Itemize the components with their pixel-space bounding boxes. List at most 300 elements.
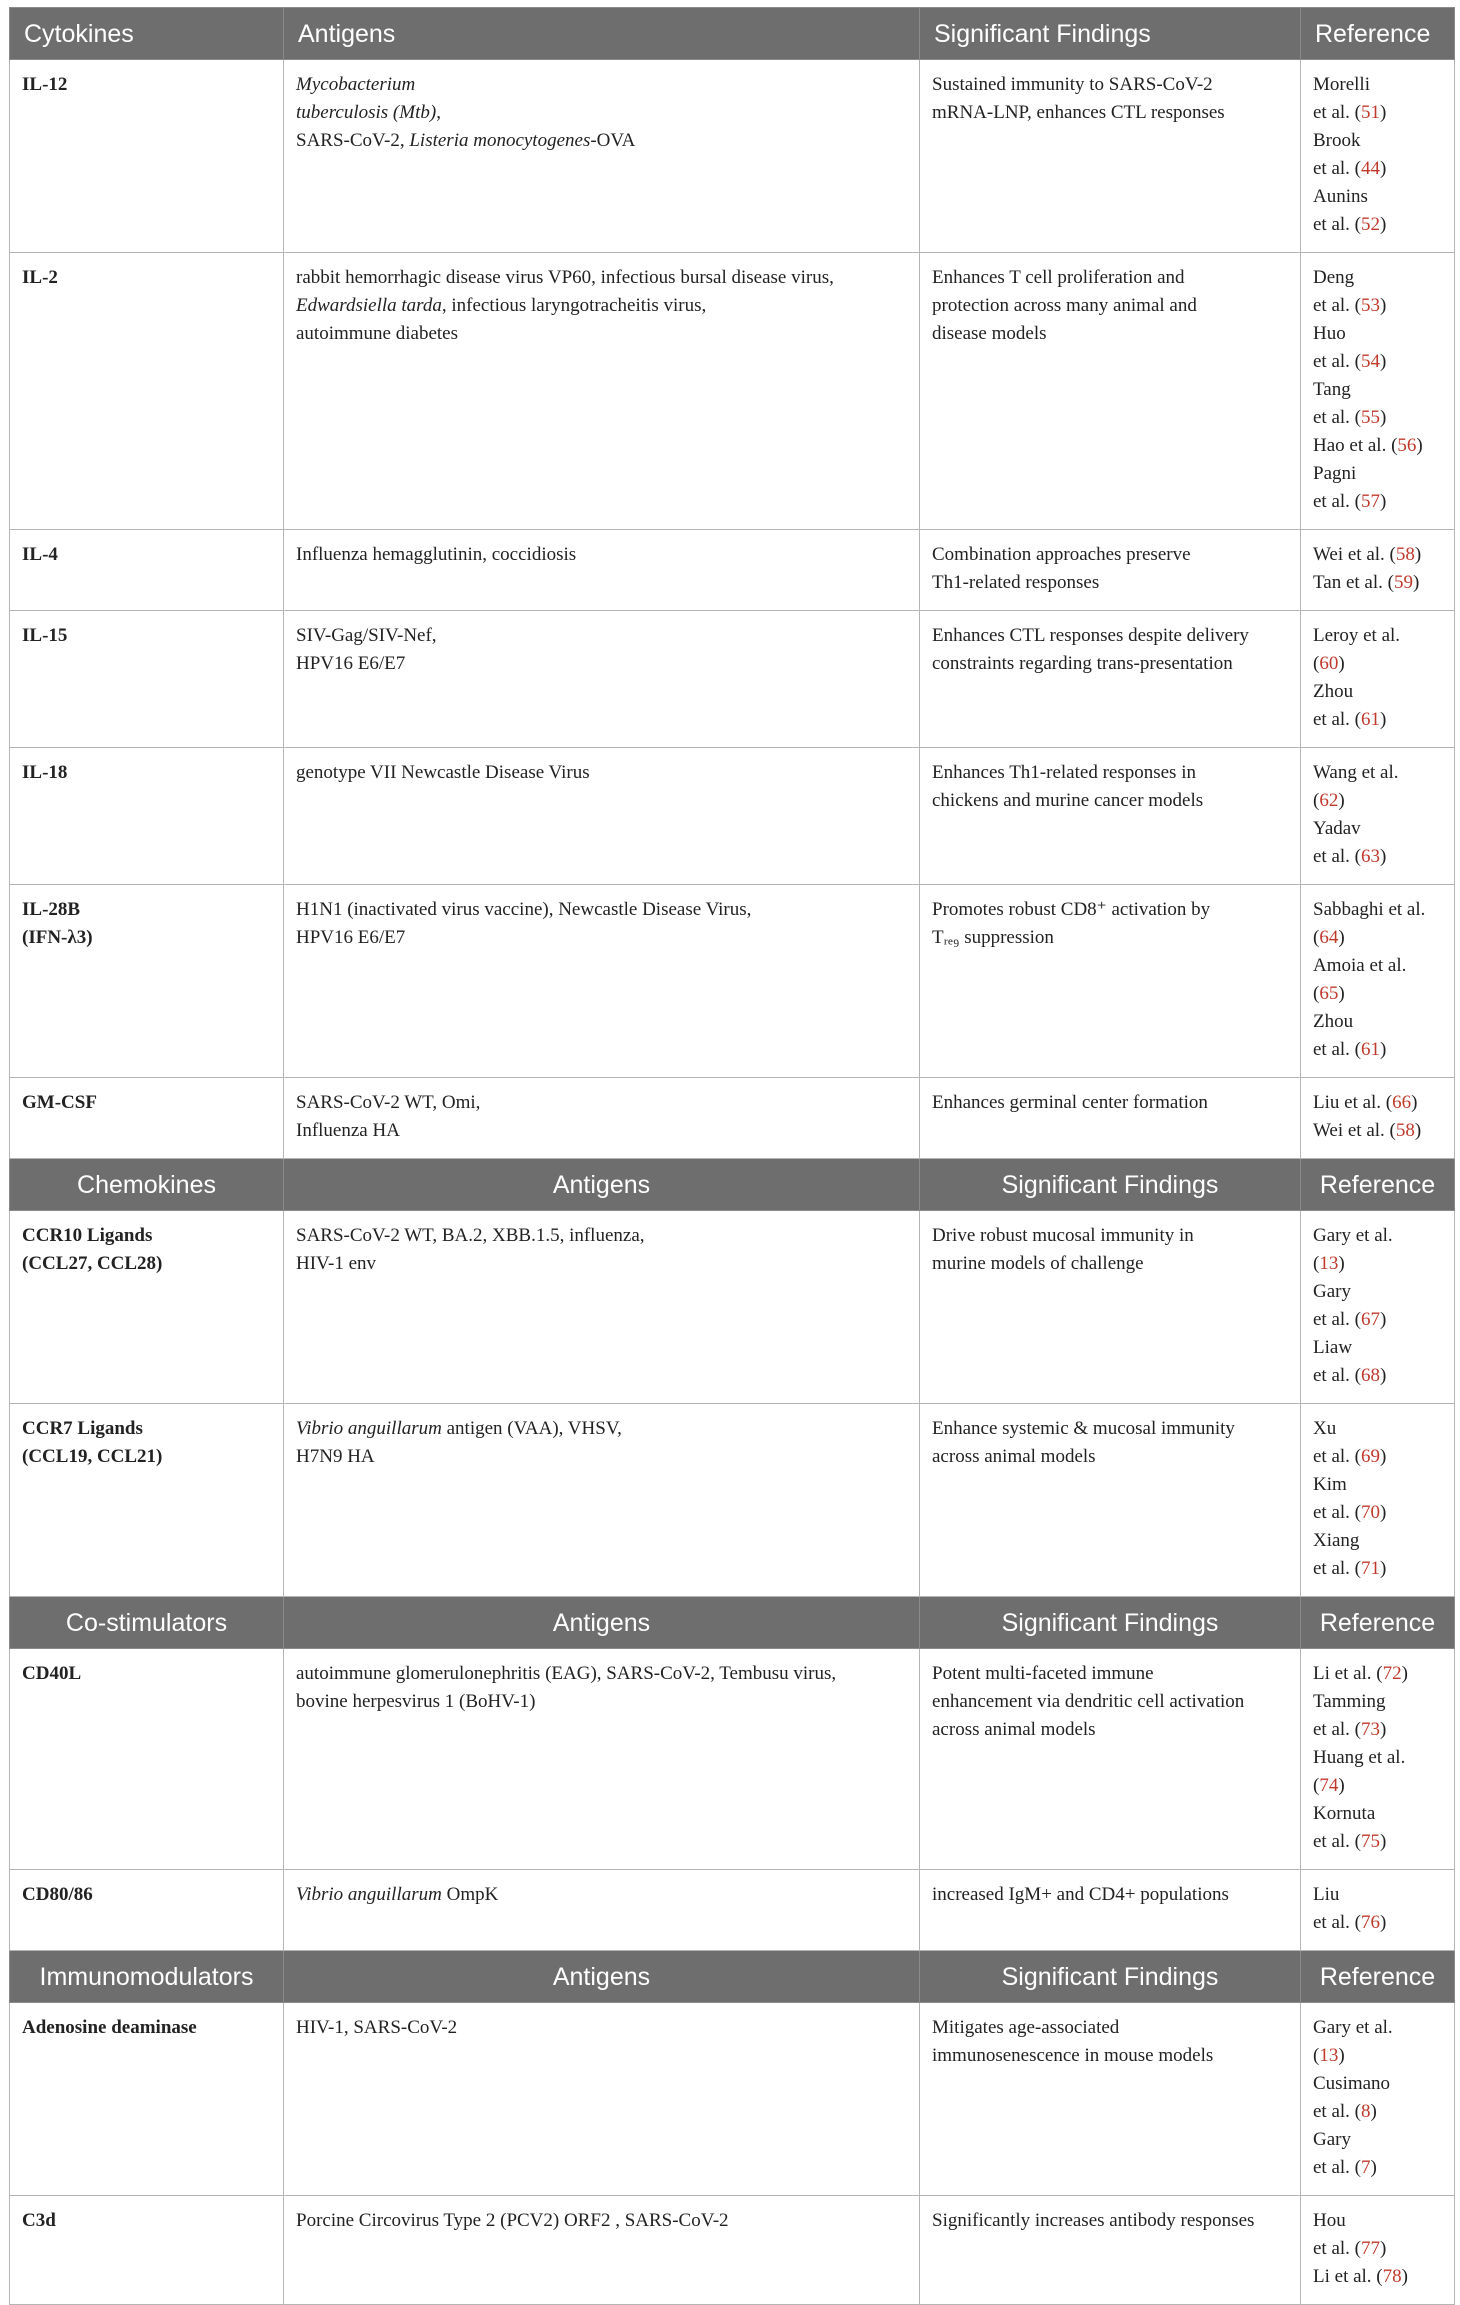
row-name: (CCL27, CCL28): [22, 1253, 163, 1274]
reference-text: Amoia et al.: [1313, 955, 1407, 976]
reference-text: ): [1338, 927, 1345, 948]
finding-line: across animal models: [932, 1719, 1096, 1740]
header-category: Co-stimulators: [10, 1597, 284, 1649]
reference-number: 51: [1361, 102, 1381, 123]
reference-text: ): [1380, 1446, 1387, 1467]
table-row: [10, 1649, 1455, 1870]
reference-text: Xu: [1313, 1418, 1337, 1439]
reference-line: [1313, 1117, 1442, 1145]
antigen-line: [296, 264, 907, 292]
antigen-italic: tuberculosis (Mtb): [296, 102, 437, 123]
reference-cell: [1301, 1078, 1455, 1159]
reference-text: Morelli: [1313, 74, 1370, 95]
reference-text: ): [1401, 2266, 1408, 2287]
reference-number: 72: [1382, 1663, 1402, 1684]
row-name: CD40L: [22, 1663, 82, 1684]
reference-text: et al. (: [1313, 158, 1362, 179]
row-name-cell: [10, 885, 284, 1078]
finding-line: protection across many animal and: [932, 295, 1197, 316]
antigen-italic: Vibrio anguillarum: [296, 1884, 442, 1905]
reference-line: [1313, 320, 1442, 348]
reference-text: ): [1380, 1309, 1387, 1330]
section-header-immunomodulators: [10, 1951, 1455, 2003]
reference-line: [1313, 1306, 1442, 1334]
reference-text: Zhou: [1313, 1011, 1354, 1032]
header-category: Cytokines: [10, 8, 284, 60]
reference-text: (: [1313, 927, 1320, 948]
reference-text: (: [1313, 1775, 1320, 1796]
reference-text: (: [1313, 2045, 1320, 2066]
finding-line: chickens and murine cancer models: [932, 790, 1204, 811]
reference-number: 13: [1319, 1253, 1339, 1274]
reference-line: [1313, 1250, 1442, 1278]
reference-line: [1313, 1688, 1442, 1716]
reference-line: [1313, 1660, 1442, 1688]
reference-line: [1313, 815, 1442, 843]
antigens-cell: [284, 1870, 920, 1951]
reference-line: [1313, 71, 1442, 99]
reference-line: [1313, 650, 1442, 678]
antigen-text: rabbit hemorrhagic disease virus VP60, infectious bursal disease virus,: [296, 267, 834, 288]
reference-text: Li et al. (: [1313, 2266, 1383, 2287]
reference-line: [1313, 1828, 1442, 1856]
reference-number: 78: [1382, 2266, 1402, 2287]
reference-text: ): [1380, 846, 1387, 867]
reference-number: 65: [1319, 983, 1339, 1004]
reference-text: ): [1401, 1663, 1408, 1684]
reference-text: ): [1416, 435, 1423, 456]
header-findings: Significant Findings: [920, 1597, 1301, 1649]
reference-line: [1313, 1415, 1442, 1443]
reference-text: Gary: [1313, 1281, 1351, 1302]
row-name-cell: [10, 2196, 284, 2305]
antigen-text: , infectious laryngotracheitis virus,: [441, 295, 707, 316]
antigen-text: SIV-Gag/SIV-Nef,: [296, 625, 437, 646]
reference-text: Hao et al. (: [1313, 435, 1398, 456]
reference-text: ): [1412, 572, 1420, 593]
reference-line: [1313, 787, 1442, 815]
reference-text: (: [1313, 983, 1320, 1004]
reference-text: (: [1313, 1253, 1320, 1274]
reference-number: 64: [1319, 927, 1339, 948]
row-name: IL-2: [22, 267, 58, 288]
section-header-co-stimulators: [10, 1597, 1455, 1649]
antigen-text: H1N1 (inactivated virus vaccine), Newcastle Disease Virus,: [296, 899, 752, 920]
row-name: IL-4: [22, 544, 58, 565]
reference-number: 60: [1319, 653, 1339, 674]
reference-text: ): [1338, 983, 1345, 1004]
reference-text: Liu et al. (: [1313, 1092, 1393, 1113]
header-antigens: Antigens: [284, 1159, 920, 1211]
table-row: [10, 748, 1455, 885]
reference-number: 13: [1319, 2045, 1339, 2066]
row-name: CCR10 Ligands: [22, 1225, 153, 1246]
reference-text: Wei et al. (: [1313, 1120, 1396, 1141]
table-row: [10, 885, 1455, 1078]
antigen-line: [296, 650, 907, 678]
finding-line: Enhance systemic & mucosal immunity: [932, 1418, 1235, 1439]
reference-cell: [1301, 611, 1455, 748]
reference-text: et al. (: [1313, 1912, 1362, 1933]
row-name: (IFN-λ3): [22, 927, 93, 948]
header-findings: Significant Findings: [920, 8, 1301, 60]
reference-line: [1313, 376, 1442, 404]
reference-text: et al. (: [1313, 2157, 1362, 2178]
reference-text: ): [1414, 544, 1422, 565]
reference-text: ): [1380, 491, 1387, 512]
reference-cell: [1301, 1211, 1455, 1404]
finding-line: disease models: [932, 323, 1047, 344]
reference-line: [1313, 1881, 1442, 1909]
reference-text: (: [1313, 790, 1320, 811]
antigens-cell: [284, 748, 920, 885]
reference-text: ): [1370, 2101, 1377, 2122]
findings-cell: [920, 1649, 1301, 1870]
findings-cell: [920, 530, 1301, 611]
antigen-line: [296, 71, 907, 99]
reference-number: 61: [1361, 1039, 1381, 1060]
reference-line: [1313, 127, 1442, 155]
row-name: C3d: [22, 2210, 56, 2231]
reference-text: et al. (: [1313, 214, 1362, 235]
table-row: [10, 253, 1455, 530]
reference-number: 56: [1397, 435, 1417, 456]
antigens-cell: [284, 2196, 920, 2305]
antigen-line: [296, 1881, 907, 1909]
reference-line: [1313, 2098, 1442, 2126]
antigen-line: [296, 2014, 907, 2042]
reference-text: ): [1380, 1719, 1387, 1740]
finding-line: Enhances germinal center formation: [932, 1092, 1208, 1113]
antigens-cell: [284, 2003, 920, 2196]
reference-text: ): [1380, 1039, 1387, 1060]
reference-text: et al. (: [1313, 1039, 1362, 1060]
table-row: [10, 2196, 1455, 2305]
reference-line: [1313, 1334, 1442, 1362]
reference-line: [1313, 1716, 1442, 1744]
antigen-text: HIV-1, SARS-CoV-2: [296, 2017, 458, 2038]
reference-text: ): [1380, 1558, 1387, 1579]
reference-line: [1313, 541, 1442, 569]
reference-number: 8: [1361, 2101, 1371, 2122]
reference-text: et al. (: [1313, 2101, 1362, 2122]
reference-line: [1313, 488, 1442, 516]
reference-line: [1313, 1527, 1442, 1555]
reference-line: [1313, 264, 1442, 292]
reference-number: 74: [1319, 1775, 1339, 1796]
reference-line: [1313, 759, 1442, 787]
reference-text: ): [1380, 214, 1387, 235]
reference-text: ): [1380, 1502, 1387, 1523]
reference-text: Wei et al. (: [1313, 544, 1396, 565]
reference-text: ): [1380, 1912, 1387, 1933]
header-reference: Reference: [1301, 1159, 1455, 1211]
reference-text: et al. (: [1313, 1309, 1362, 1330]
reference-text: ): [1338, 653, 1345, 674]
reference-cell: [1301, 1404, 1455, 1597]
table-row: [10, 1870, 1455, 1951]
reference-number: 57: [1361, 491, 1381, 512]
finding-line: murine models of challenge: [932, 1253, 1144, 1274]
reference-cell: [1301, 530, 1455, 611]
finding-line: Th1-related responses: [932, 572, 1100, 593]
reference-number: 55: [1361, 407, 1381, 428]
table-row: [10, 611, 1455, 748]
reference-text: ): [1380, 1365, 1387, 1386]
antigen-text: HPV16 E6/E7: [296, 927, 406, 948]
reference-line: [1313, 2235, 1442, 2263]
antigen-line: [296, 99, 907, 127]
row-name-cell: [10, 1211, 284, 1404]
reference-number: 53: [1361, 295, 1381, 316]
row-name-cell: [10, 1649, 284, 1870]
reference-number: 7: [1361, 2157, 1371, 2178]
reference-number: 75: [1361, 1831, 1381, 1852]
reference-text: ): [1380, 102, 1387, 123]
findings-cell: [920, 748, 1301, 885]
antigen-text: bovine herpesvirus 1 (BoHV-1): [296, 1691, 536, 1712]
reference-text: ): [1338, 2045, 1345, 2066]
antigen-text: HIV-1 env: [296, 1253, 377, 1274]
reference-line: [1313, 706, 1442, 734]
findings-cell: [920, 60, 1301, 253]
reference-number: 44: [1361, 158, 1381, 179]
reference-line: [1313, 924, 1442, 952]
reference-line: [1313, 1555, 1442, 1583]
antigen-italic: Listeria monocytogenes: [409, 130, 591, 151]
table-row: [10, 1211, 1455, 1404]
reference-line: [1313, 1036, 1442, 1064]
finding-line: immunosenescence in mouse models: [932, 2045, 1214, 2066]
reference-line: [1313, 292, 1442, 320]
reference-cell: [1301, 2003, 1455, 2196]
reference-cell: [1301, 253, 1455, 530]
table-row: [10, 530, 1455, 611]
reference-text: Hou: [1313, 2210, 1346, 2231]
reference-number: 71: [1361, 1558, 1381, 1579]
row-name: (CCL19, CCL21): [22, 1446, 163, 1467]
reference-text: et al. (: [1313, 295, 1362, 316]
reference-text: ): [1338, 1253, 1345, 1274]
header-reference: Reference: [1301, 8, 1455, 60]
antigen-text: HPV16 E6/E7: [296, 653, 406, 674]
antigen-text: genotype VII Newcastle Disease Virus: [296, 762, 590, 783]
table-row: [10, 1404, 1455, 1597]
antigen-line: [296, 1222, 907, 1250]
row-name: CD80/86: [22, 1884, 93, 1905]
reference-line: [1313, 843, 1442, 871]
reference-text: et al. (: [1313, 2238, 1362, 2259]
header-antigens: Antigens: [284, 1597, 920, 1649]
reference-number: 67: [1361, 1309, 1381, 1330]
reference-line: [1313, 1008, 1442, 1036]
header-reference: Reference: [1301, 1597, 1455, 1649]
finding-line: Enhances T cell proliferation and: [932, 267, 1185, 288]
row-name-cell: [10, 1078, 284, 1159]
reference-line: [1313, 569, 1442, 597]
reference-number: 54: [1361, 351, 1381, 372]
reference-text: et al. (: [1313, 1446, 1362, 1467]
reference-text: et al. (: [1313, 1365, 1362, 1386]
reference-line: [1313, 952, 1442, 980]
reference-text: Liaw: [1313, 1337, 1353, 1358]
antigen-text: -OVA: [590, 130, 636, 151]
row-name: CCR7 Ligands: [22, 1418, 143, 1439]
row-name-cell: [10, 530, 284, 611]
reference-number: 69: [1361, 1446, 1381, 1467]
reference-line: [1313, 155, 1442, 183]
reference-text: ): [1338, 790, 1345, 811]
reference-text: et al. (: [1313, 1558, 1362, 1579]
findings-cell: [920, 1404, 1301, 1597]
row-name-cell: [10, 748, 284, 885]
reference-text: et al. (: [1313, 102, 1362, 123]
table-body: [10, 8, 1455, 2305]
header-antigens: Antigens: [284, 8, 920, 60]
reference-text: et al. (: [1313, 1719, 1362, 1740]
row-name-cell: [10, 611, 284, 748]
antigen-line: [296, 1415, 907, 1443]
reference-line: [1313, 432, 1442, 460]
antigen-line: [296, 1089, 907, 1117]
reference-number: 58: [1395, 1120, 1415, 1141]
finding-line: mRNA-LNP, enhances CTL responses: [932, 102, 1225, 123]
finding-line: Enhances Th1-related responses in: [932, 762, 1196, 783]
reference-text: Kim: [1313, 1474, 1347, 1495]
finding-line: Sustained immunity to SARS-CoV-2: [932, 74, 1213, 95]
reference-text: Deng: [1313, 267, 1355, 288]
reference-text: Aunins: [1313, 186, 1368, 207]
reference-number: 66: [1392, 1092, 1412, 1113]
row-name: GM-CSF: [22, 1092, 97, 1113]
row-name-cell: [10, 253, 284, 530]
antigen-text: autoimmune diabetes: [296, 323, 458, 344]
antigens-cell: [284, 1211, 920, 1404]
reference-text: et al. (: [1313, 709, 1362, 730]
table-row: [10, 2003, 1455, 2196]
antigen-text: autoimmune glomerulonephritis (EAG), SARS-CoV-2, Tembusu virus,: [296, 1663, 837, 1684]
antigen-italic: Edwardsiella tarda: [296, 295, 442, 316]
reference-line: [1313, 1471, 1442, 1499]
finding-line: Tᵣₑ₉ suppression: [932, 927, 1054, 948]
row-name-cell: [10, 1404, 284, 1597]
table-row: [10, 1078, 1455, 1159]
reference-text: ): [1414, 1120, 1422, 1141]
reference-cell: [1301, 60, 1455, 253]
finding-line: Mitigates age-associated: [932, 2017, 1120, 2038]
reference-line: [1313, 2154, 1442, 2182]
reference-text: Wang et al.: [1313, 762, 1399, 783]
header-findings: Significant Findings: [920, 1951, 1301, 2003]
reference-line: [1313, 348, 1442, 376]
reference-text: ): [1380, 351, 1387, 372]
reference-cell: [1301, 1649, 1455, 1870]
antigen-text: Influenza HA: [296, 1120, 400, 1141]
findings-cell: [920, 253, 1301, 530]
reference-line: [1313, 2207, 1442, 2235]
antigens-cell: [284, 1649, 920, 1870]
antigen-line: [296, 127, 907, 155]
reference-line: [1313, 2014, 1442, 2042]
reference-number: 77: [1361, 2238, 1381, 2259]
findings-cell: [920, 1211, 1301, 1404]
reference-text: Tan et al. (: [1313, 572, 1394, 593]
findings-cell: [920, 611, 1301, 748]
reference-line: [1313, 2126, 1442, 2154]
reference-cell: [1301, 748, 1455, 885]
row-name: IL-15: [22, 625, 68, 646]
row-name: IL-28B: [22, 899, 81, 920]
antigen-text: SARS-CoV-2 WT, Omi,: [296, 1092, 481, 1113]
row-name-cell: [10, 1870, 284, 1951]
reference-line: [1313, 2070, 1442, 2098]
reference-text: et al. (: [1313, 1831, 1362, 1852]
row-name-cell: [10, 60, 284, 253]
reference-text: Leroy et al.: [1313, 625, 1401, 646]
reference-line: [1313, 460, 1442, 488]
antigen-line: [296, 292, 907, 320]
reference-line: [1313, 211, 1442, 239]
finding-line: Drive robust mucosal immunity in: [932, 1225, 1194, 1246]
reference-line: [1313, 1222, 1442, 1250]
reference-text: (: [1313, 653, 1320, 674]
antigen-line: [296, 320, 907, 348]
reference-text: Huang et al.: [1313, 1747, 1406, 1768]
header-category: Immunomodulators: [10, 1951, 284, 2003]
antigen-text: ,: [436, 102, 441, 123]
reference-text: ): [1380, 709, 1387, 730]
row-name: Adenosine deaminase: [22, 2017, 197, 2038]
reference-text: Sabbaghi et al.: [1313, 899, 1426, 920]
reference-number: 70: [1361, 1502, 1381, 1523]
reference-number: 68: [1361, 1365, 1381, 1386]
antigens-cell: [284, 530, 920, 611]
antigen-line: [296, 759, 907, 787]
reference-text: Pagni: [1313, 463, 1357, 484]
reference-line: [1313, 183, 1442, 211]
reference-text: ): [1380, 1831, 1387, 1852]
antigen-line: [296, 622, 907, 650]
antigen-line: [296, 924, 907, 952]
reference-line: [1313, 622, 1442, 650]
section-header-cytokines: [10, 8, 1455, 60]
antigen-line: [296, 541, 907, 569]
reference-text: Li et al. (: [1313, 1663, 1383, 1684]
reference-line: [1313, 1744, 1442, 1772]
reference-number: 61: [1361, 709, 1381, 730]
finding-line: enhancement via dendritic cell activation: [932, 1691, 1245, 1712]
reference-line: [1313, 1499, 1442, 1527]
reference-text: ): [1338, 1775, 1345, 1796]
findings-cell: [920, 1078, 1301, 1159]
section-header-chemokines: [10, 1159, 1455, 1211]
finding-line: Promotes robust CD8⁺ activation by: [932, 899, 1211, 920]
reference-text: et al. (: [1313, 407, 1362, 428]
antigens-cell: [284, 611, 920, 748]
findings-cell: [920, 2003, 1301, 2196]
antigen-italic: Mycobacterium: [296, 74, 416, 95]
finding-line: across animal models: [932, 1446, 1096, 1467]
reference-text: ): [1380, 158, 1387, 179]
reference-text: et al. (: [1313, 846, 1362, 867]
reference-text: Kornuta: [1313, 1803, 1376, 1824]
antigens-cell: [284, 1404, 920, 1597]
reference-line: [1313, 1443, 1442, 1471]
antigen-text: SARS-CoV-2 WT, BA.2, XBB.1.5, influenza,: [296, 1225, 645, 1246]
antigen-italic: Vibrio anguillarum: [296, 1418, 442, 1439]
reference-line: [1313, 678, 1442, 706]
reference-text: ): [1380, 2238, 1387, 2259]
